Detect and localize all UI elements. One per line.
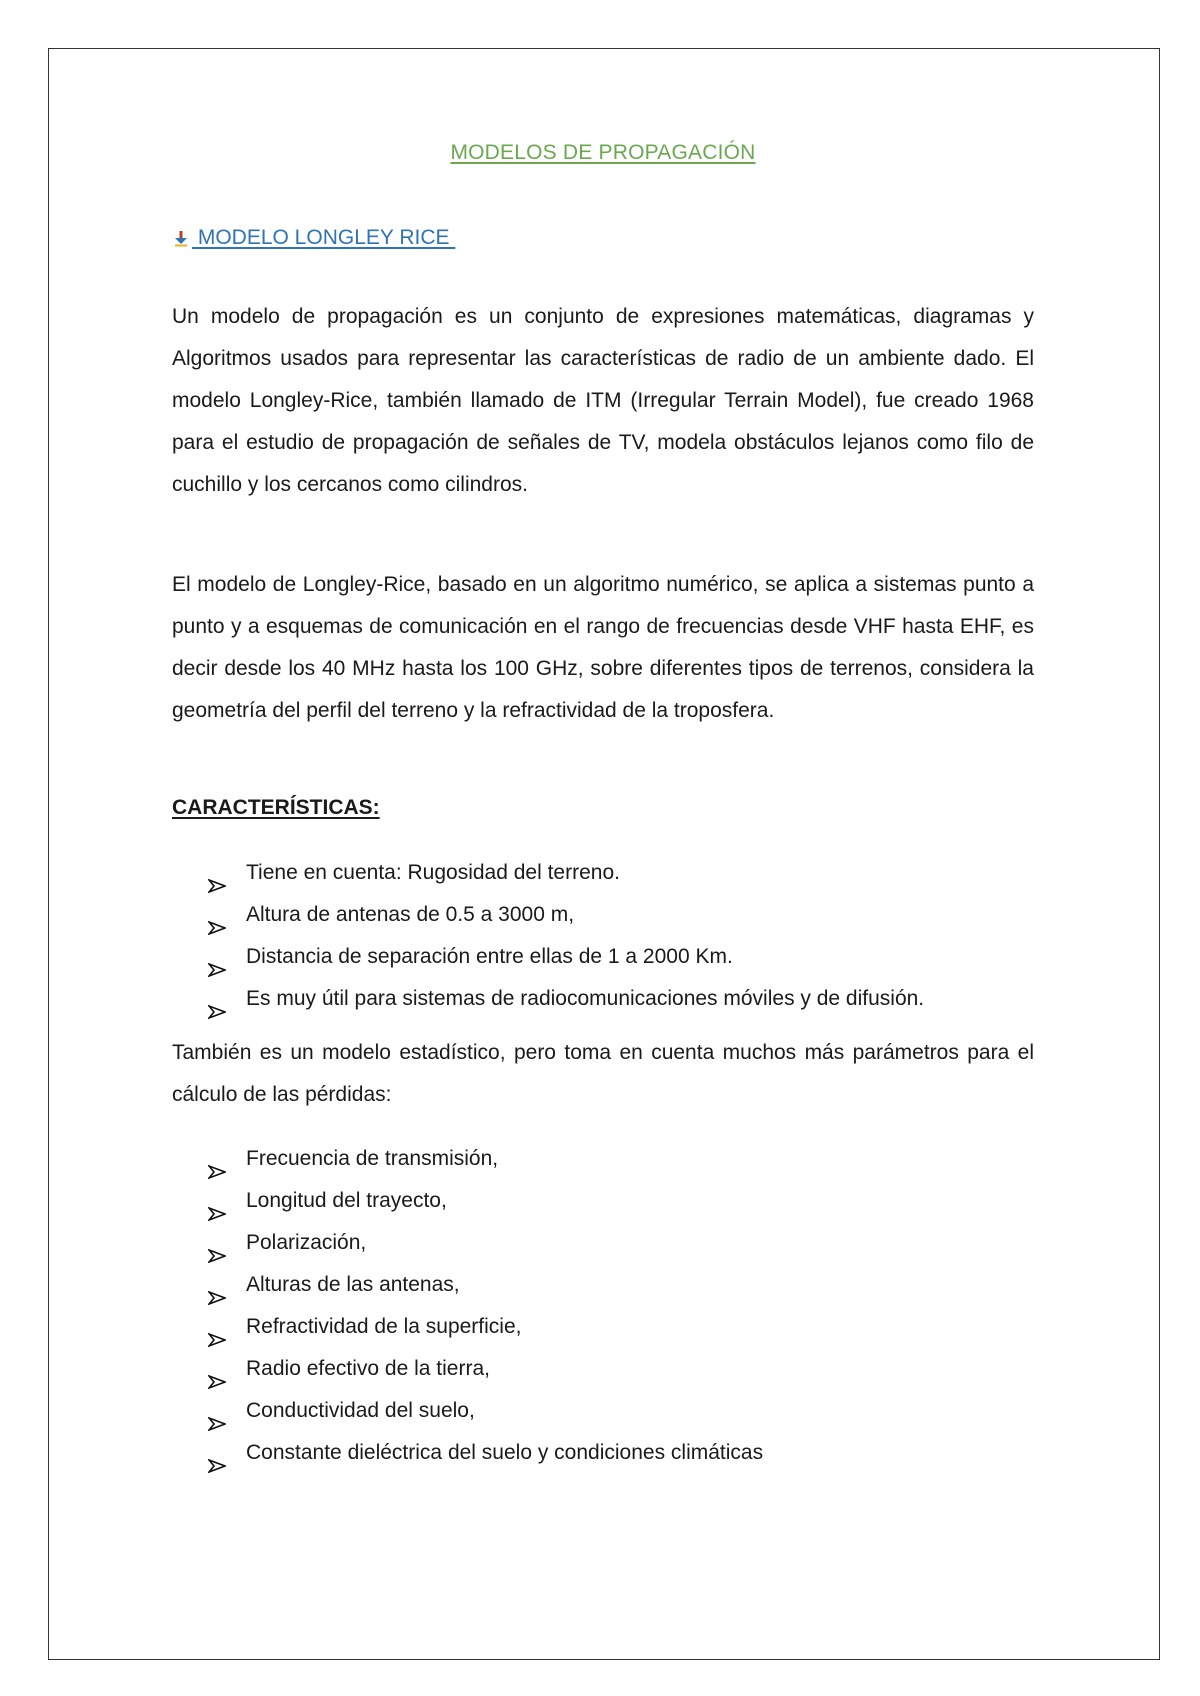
arrowhead-bullet-icon	[208, 1152, 226, 1166]
list-item	[208, 978, 924, 1020]
list-item	[208, 1390, 763, 1432]
list-item	[208, 1180, 763, 1222]
arrowhead-bullet-icon	[208, 950, 226, 964]
document-title: MODELOS DE PROPAGACIÓN	[450, 141, 756, 164]
paragraph-intro: Un modelo de propagación es un conjunto de expresiones matemáticas, diagramas y Algoritmos usados para representar las características de radio de un ambiente dado. El modelo Longley-Rice, también llamado de ITM (Irregular Terrain Model), fue creado 1968 para el estudio de propagación de señales de TV, modela obstáculos lejanos como filo de cuchillo y los cercanos como cilindros.	[172, 305, 1034, 496]
list-item-text: Conductividad del suelo,	[246, 1399, 475, 1422]
arrowhead-bullet-icon	[208, 1404, 226, 1418]
list-item-text: Distancia de separación entre ellas de 1 a 2000 Km.	[246, 945, 733, 968]
arrowhead-bullet-icon	[208, 1278, 226, 1292]
list-item-text: Alturas de las antenas,	[246, 1273, 460, 1296]
list-item-text: Es muy útil para sistemas de radiocomunicaciones móviles y de difusión.	[246, 987, 925, 1010]
arrowhead-bullet-icon	[208, 1320, 226, 1334]
arrowhead-bullet-icon	[208, 1362, 226, 1376]
list-item-text: Altura de antenas de 0.5 a 3000 m,	[246, 903, 575, 926]
characteristics-heading: CARACTERÍSTICAS:	[172, 796, 380, 819]
list-item-text: Frecuencia de transmisión,	[246, 1147, 499, 1170]
list-item	[208, 1432, 763, 1474]
arrowhead-bullet-icon	[208, 1236, 226, 1250]
list-item-text: Polarización,	[246, 1231, 367, 1254]
list-item	[208, 1222, 763, 1264]
list-item	[208, 936, 924, 978]
section-heading	[172, 226, 455, 250]
list-item	[208, 852, 924, 894]
list-item	[208, 894, 924, 936]
list-item	[208, 1264, 763, 1306]
arrowhead-bullet-icon	[208, 908, 226, 922]
arrowhead-bullet-icon	[208, 866, 226, 880]
list-item-text: Radio efectivo de la tierra,	[246, 1357, 490, 1380]
list-item-text: Tiene en cuenta: Rugosidad del terreno.	[246, 861, 620, 884]
arrowhead-bullet-icon	[208, 992, 226, 1006]
list-item-text: Longitud del trayecto,	[246, 1189, 447, 1212]
list-item	[208, 1348, 763, 1390]
list-item	[208, 1138, 763, 1180]
down-arrow-icon	[172, 229, 190, 247]
list-item	[208, 1306, 763, 1348]
paragraph-longley-rice: El modelo de Longley-Rice, basado en un algoritmo numérico, se aplica a sistemas punto a punto y a esquemas de comunicación en el rango de frecuencias desde VHF hasta EHF, es decir desde los 40 MHz hasta los 100 GHz, sobre diferentes tipos de terrenos, considera la geometría del perfil del terreno y la refractividad de la troposfera.	[172, 573, 1034, 722]
characteristics-list	[208, 852, 924, 1020]
arrowhead-bullet-icon	[208, 1194, 226, 1208]
list-item-text: Constante dieléctrica del suelo y condiciones climáticas	[246, 1441, 764, 1464]
arrowhead-bullet-icon	[208, 1446, 226, 1460]
paragraph-statistical: También es un modelo estadístico, pero toma en cuenta muchos más parámetros para el cálculo de las pérdidas:	[172, 1041, 1034, 1106]
section-heading-text: MODELO LONGLEY RICE	[192, 226, 456, 249]
parameters-list	[208, 1138, 763, 1474]
list-item-text: Refractividad de la superficie,	[246, 1315, 522, 1338]
